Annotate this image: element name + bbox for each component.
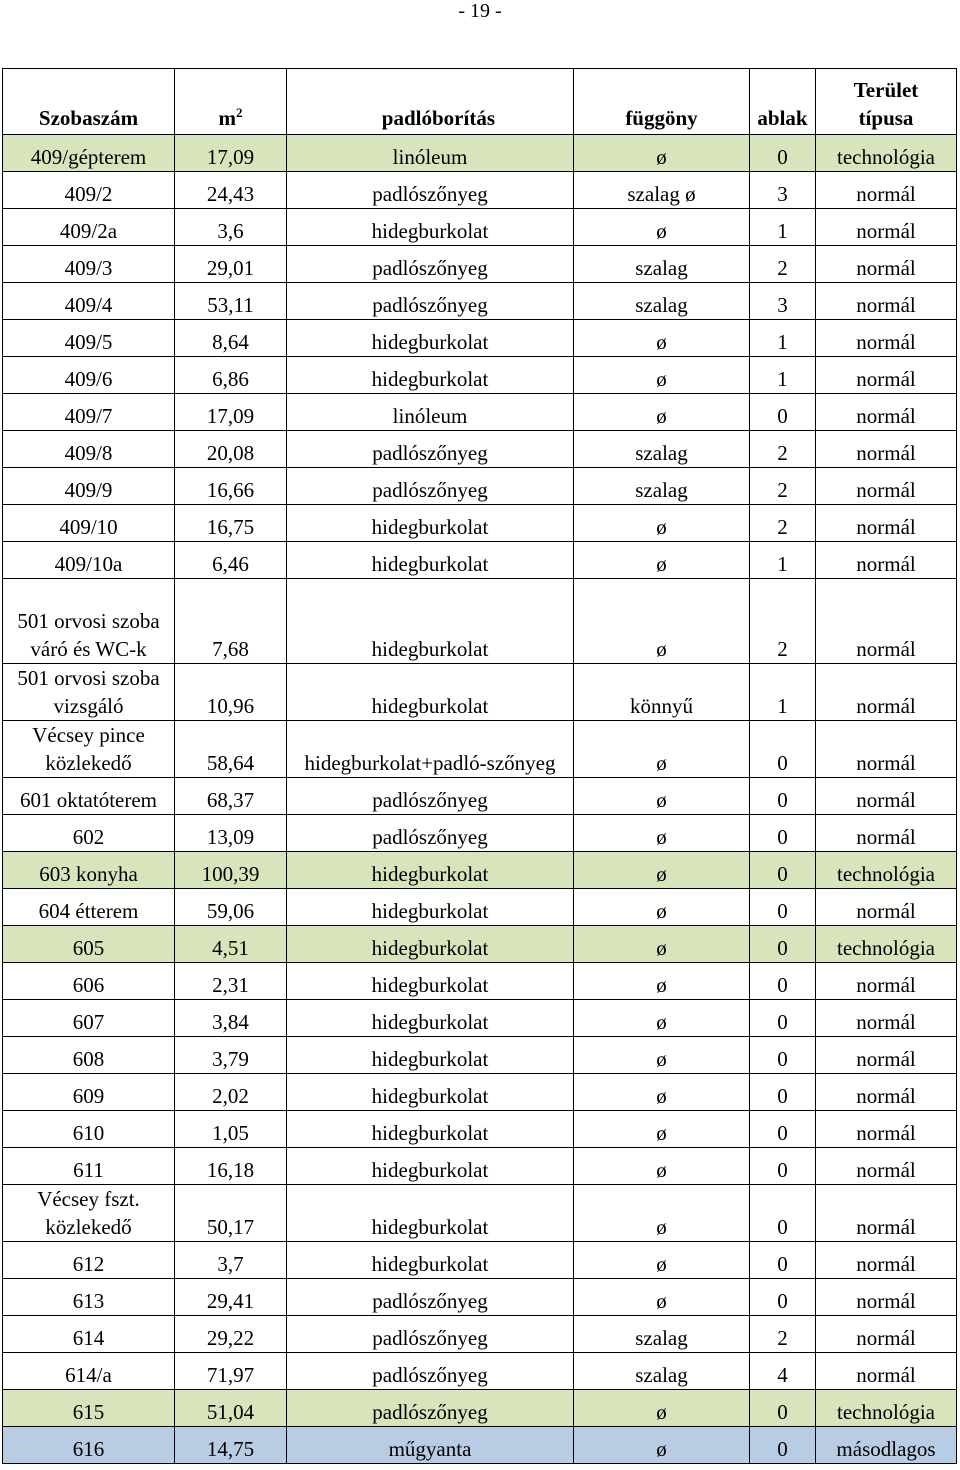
floor-cell: linóleum bbox=[287, 135, 574, 172]
room-cell: 409/5 bbox=[3, 320, 175, 357]
type-cell: normál bbox=[816, 1353, 957, 1390]
window-cell: 0 bbox=[750, 926, 816, 963]
window-cell: 0 bbox=[750, 1037, 816, 1074]
area-cell: 29,01 bbox=[175, 246, 287, 283]
floor-cell: hidegburkolat bbox=[287, 1185, 574, 1242]
page-number: - 19 - bbox=[458, 0, 502, 22]
room-cell: 602 bbox=[3, 815, 175, 852]
type-cell: normál bbox=[816, 721, 957, 778]
table-row bbox=[3, 172, 957, 209]
curtain-cell: ø bbox=[574, 721, 750, 778]
window-cell: 0 bbox=[750, 1390, 816, 1427]
table-row bbox=[3, 664, 957, 721]
room-cell: 616 bbox=[3, 1427, 175, 1464]
room-table bbox=[2, 68, 957, 1464]
area-cell: 24,43 bbox=[175, 172, 287, 209]
window-cell: 2 bbox=[750, 579, 816, 664]
room-cell: 615 bbox=[3, 1390, 175, 1427]
room-cell: 606 bbox=[3, 963, 175, 1000]
floor-cell: padlószőnyeg bbox=[287, 1353, 574, 1390]
table-row bbox=[3, 1427, 957, 1464]
curtain-cell: ø bbox=[574, 209, 750, 246]
curtain-cell: könnyű bbox=[574, 664, 750, 721]
table-row bbox=[3, 1037, 957, 1074]
area-cell: 4,51 bbox=[175, 926, 287, 963]
curtain-cell: szalag bbox=[574, 246, 750, 283]
floor-cell: padlószőnyeg bbox=[287, 468, 574, 505]
type-cell: normál bbox=[816, 542, 957, 579]
floor-cell: műgyanta bbox=[287, 1427, 574, 1464]
floor-cell: hidegburkolat bbox=[287, 889, 574, 926]
area-cell: 71,97 bbox=[175, 1353, 287, 1390]
table-row bbox=[3, 815, 957, 852]
window-cell: 0 bbox=[750, 1000, 816, 1037]
area-cell: 16,66 bbox=[175, 468, 287, 505]
type-cell: normál bbox=[816, 1148, 957, 1185]
room-cell: 601 oktatóterem bbox=[3, 778, 175, 815]
window-cell: 0 bbox=[750, 721, 816, 778]
type-cell: normál bbox=[816, 1279, 957, 1316]
floor-cell: hidegburkolat bbox=[287, 505, 574, 542]
area-cell: 6,46 bbox=[175, 542, 287, 579]
table-header-row bbox=[3, 69, 957, 135]
type-cell: normál bbox=[816, 1185, 957, 1242]
room-cell: 611 bbox=[3, 1148, 175, 1185]
window-cell: 1 bbox=[750, 664, 816, 721]
area-cell: 3,84 bbox=[175, 1000, 287, 1037]
type-cell: normál bbox=[816, 1242, 957, 1279]
window-cell: 2 bbox=[750, 431, 816, 468]
area-cell: 20,08 bbox=[175, 431, 287, 468]
table-row bbox=[3, 963, 957, 1000]
floor-cell: hidegburkolat bbox=[287, 1242, 574, 1279]
curtain-cell: ø bbox=[574, 852, 750, 889]
room-cell: 409/3 bbox=[3, 246, 175, 283]
room-cell: 612 bbox=[3, 1242, 175, 1279]
window-cell: 1 bbox=[750, 542, 816, 579]
window-cell: 2 bbox=[750, 246, 816, 283]
type-cell: normál bbox=[816, 1074, 957, 1111]
table-row bbox=[3, 1390, 957, 1427]
area-cell: 10,96 bbox=[175, 664, 287, 721]
header-floor: padlóborítás bbox=[287, 69, 574, 135]
floor-cell: hidegburkolat bbox=[287, 1000, 574, 1037]
window-cell: 1 bbox=[750, 209, 816, 246]
type-cell: normál bbox=[816, 357, 957, 394]
type-cell: normál bbox=[816, 1111, 957, 1148]
table-row bbox=[3, 1148, 957, 1185]
header-type-line2: típusa bbox=[858, 106, 914, 130]
window-cell: 4 bbox=[750, 1353, 816, 1390]
room-cell: 409/10 bbox=[3, 505, 175, 542]
header-room: Szobaszám bbox=[3, 69, 175, 135]
table-row bbox=[3, 721, 957, 778]
table-row bbox=[3, 135, 957, 172]
room-cell: 614/a bbox=[3, 1353, 175, 1390]
area-cell: 7,68 bbox=[175, 579, 287, 664]
table-row bbox=[3, 1316, 957, 1353]
room-cell: 609 bbox=[3, 1074, 175, 1111]
type-cell: normál bbox=[816, 1316, 957, 1353]
curtain-cell: ø bbox=[574, 926, 750, 963]
type-cell: normál bbox=[816, 889, 957, 926]
area-cell: 3,6 bbox=[175, 209, 287, 246]
floor-cell: hidegburkolat bbox=[287, 852, 574, 889]
window-cell: 0 bbox=[750, 1242, 816, 1279]
curtain-cell: ø bbox=[574, 542, 750, 579]
area-cell: 3,79 bbox=[175, 1037, 287, 1074]
type-cell: normál bbox=[816, 320, 957, 357]
table-row bbox=[3, 542, 957, 579]
room-cell: 605 bbox=[3, 926, 175, 963]
type-cell: másodlagos bbox=[816, 1427, 957, 1464]
room-cell: 604 étterem bbox=[3, 889, 175, 926]
curtain-cell: szalag bbox=[574, 468, 750, 505]
window-cell: 0 bbox=[750, 135, 816, 172]
table-row bbox=[3, 209, 957, 246]
room-cell: 409/6 bbox=[3, 357, 175, 394]
room-cell: 409/gépterem bbox=[3, 135, 175, 172]
table-row bbox=[3, 1111, 957, 1148]
table-row bbox=[3, 320, 957, 357]
area-cell: 51,04 bbox=[175, 1390, 287, 1427]
type-cell: normál bbox=[816, 963, 957, 1000]
table-row bbox=[3, 926, 957, 963]
window-cell: 0 bbox=[750, 778, 816, 815]
curtain-cell: ø bbox=[574, 778, 750, 815]
type-cell: technológia bbox=[816, 1390, 957, 1427]
room-cell: Vécsey pince közlekedő bbox=[3, 721, 175, 778]
curtain-cell: ø bbox=[574, 357, 750, 394]
table-row bbox=[3, 283, 957, 320]
curtain-cell: szalag bbox=[574, 1353, 750, 1390]
table-row bbox=[3, 468, 957, 505]
type-cell: normál bbox=[816, 579, 957, 664]
floor-cell: hidegburkolat bbox=[287, 1037, 574, 1074]
room-cell: 614 bbox=[3, 1316, 175, 1353]
header-type bbox=[816, 69, 957, 135]
type-cell: normál bbox=[816, 1037, 957, 1074]
table-row bbox=[3, 889, 957, 926]
floor-cell: hidegburkolat bbox=[287, 1148, 574, 1185]
window-cell: 0 bbox=[750, 1427, 816, 1464]
area-cell: 50,17 bbox=[175, 1185, 287, 1242]
window-cell: 2 bbox=[750, 505, 816, 542]
room-cell: 607 bbox=[3, 1000, 175, 1037]
table-row bbox=[3, 1242, 957, 1279]
window-cell: 0 bbox=[750, 815, 816, 852]
curtain-cell: szalag ø bbox=[574, 172, 750, 209]
room-cell: 409/2a bbox=[3, 209, 175, 246]
area-cell: 17,09 bbox=[175, 394, 287, 431]
window-cell: 0 bbox=[750, 1074, 816, 1111]
curtain-cell: szalag bbox=[574, 283, 750, 320]
table-row bbox=[3, 394, 957, 431]
table-row bbox=[3, 1185, 957, 1242]
room-cell: 613 bbox=[3, 1279, 175, 1316]
area-cell: 100,39 bbox=[175, 852, 287, 889]
room-cell: 603 konyha bbox=[3, 852, 175, 889]
window-cell: 0 bbox=[750, 1279, 816, 1316]
curtain-cell: ø bbox=[574, 815, 750, 852]
curtain-cell: ø bbox=[574, 1185, 750, 1242]
window-cell: 1 bbox=[750, 320, 816, 357]
window-cell: 0 bbox=[750, 1111, 816, 1148]
area-cell: 17,09 bbox=[175, 135, 287, 172]
floor-cell: hidegburkolat bbox=[287, 542, 574, 579]
type-cell: normál bbox=[816, 468, 957, 505]
window-cell: 1 bbox=[750, 357, 816, 394]
area-cell: 2,02 bbox=[175, 1074, 287, 1111]
type-cell: technológia bbox=[816, 135, 957, 172]
room-cell: 501 orvosi szoba váró és WC-k bbox=[3, 579, 175, 664]
header-window: ablak bbox=[750, 69, 816, 135]
window-cell: 0 bbox=[750, 963, 816, 1000]
room-cell: Vécsey fszt. közlekedő bbox=[3, 1185, 175, 1242]
type-cell: normál bbox=[816, 778, 957, 815]
table-row bbox=[3, 431, 957, 468]
window-cell: 0 bbox=[750, 852, 816, 889]
area-cell: 58,64 bbox=[175, 721, 287, 778]
room-cell: 409/2 bbox=[3, 172, 175, 209]
window-cell: 0 bbox=[750, 1148, 816, 1185]
window-cell: 3 bbox=[750, 172, 816, 209]
area-cell: 2,31 bbox=[175, 963, 287, 1000]
type-cell: normál bbox=[816, 505, 957, 542]
floor-cell: padlószőnyeg bbox=[287, 283, 574, 320]
area-cell: 29,22 bbox=[175, 1316, 287, 1353]
table-row bbox=[3, 1074, 957, 1111]
curtain-cell: ø bbox=[574, 1148, 750, 1185]
type-cell: technológia bbox=[816, 926, 957, 963]
curtain-cell: ø bbox=[574, 135, 750, 172]
type-cell: normál bbox=[816, 172, 957, 209]
floor-cell: padlószőnyeg bbox=[287, 815, 574, 852]
area-cell: 59,06 bbox=[175, 889, 287, 926]
room-cell: 409/7 bbox=[3, 394, 175, 431]
area-cell: 29,41 bbox=[175, 1279, 287, 1316]
floor-cell: padlószőnyeg bbox=[287, 172, 574, 209]
table-row bbox=[3, 778, 957, 815]
area-cell: 8,64 bbox=[175, 320, 287, 357]
header-area-unit: m bbox=[218, 106, 236, 130]
area-cell: 14,75 bbox=[175, 1427, 287, 1464]
type-cell: technológia bbox=[816, 852, 957, 889]
curtain-cell: ø bbox=[574, 320, 750, 357]
room-cell: 608 bbox=[3, 1037, 175, 1074]
table-row bbox=[3, 246, 957, 283]
type-cell: normál bbox=[816, 209, 957, 246]
floor-cell: hidegburkolat bbox=[287, 963, 574, 1000]
curtain-cell: szalag bbox=[574, 431, 750, 468]
header-type-line1: Terület bbox=[853, 78, 919, 102]
type-cell: normál bbox=[816, 431, 957, 468]
window-cell: 2 bbox=[750, 1316, 816, 1353]
type-cell: normál bbox=[816, 664, 957, 721]
type-cell: normál bbox=[816, 283, 957, 320]
area-cell: 53,11 bbox=[175, 283, 287, 320]
floor-cell: hidegburkolat bbox=[287, 1074, 574, 1111]
floor-cell: hidegburkolat bbox=[287, 320, 574, 357]
area-cell: 13,09 bbox=[175, 815, 287, 852]
curtain-cell: ø bbox=[574, 889, 750, 926]
curtain-cell: ø bbox=[574, 579, 750, 664]
floor-cell: hidegburkolat bbox=[287, 1111, 574, 1148]
floor-cell: hidegburkolat+padló-szőnyeg bbox=[287, 721, 574, 778]
floor-cell: linóleum bbox=[287, 394, 574, 431]
curtain-cell: ø bbox=[574, 505, 750, 542]
room-cell: 409/9 bbox=[3, 468, 175, 505]
type-cell: normál bbox=[816, 246, 957, 283]
window-cell: 0 bbox=[750, 889, 816, 926]
floor-cell: hidegburkolat bbox=[287, 664, 574, 721]
floor-cell: padlószőnyeg bbox=[287, 778, 574, 815]
table-row bbox=[3, 1279, 957, 1316]
floor-cell: hidegburkolat bbox=[287, 926, 574, 963]
curtain-cell: ø bbox=[574, 394, 750, 431]
table-row bbox=[3, 579, 957, 664]
floor-cell: padlószőnyeg bbox=[287, 431, 574, 468]
curtain-cell: ø bbox=[574, 1390, 750, 1427]
floor-cell: padlószőnyeg bbox=[287, 246, 574, 283]
header-area bbox=[175, 69, 287, 135]
window-cell: 2 bbox=[750, 468, 816, 505]
header-area-sup: 2 bbox=[236, 105, 243, 120]
curtain-cell: szalag bbox=[574, 1316, 750, 1353]
type-cell: normál bbox=[816, 815, 957, 852]
floor-cell: hidegburkolat bbox=[287, 209, 574, 246]
floor-cell: padlószőnyeg bbox=[287, 1279, 574, 1316]
curtain-cell: ø bbox=[574, 1037, 750, 1074]
type-cell: normál bbox=[816, 394, 957, 431]
area-cell: 6,86 bbox=[175, 357, 287, 394]
area-cell: 1,05 bbox=[175, 1111, 287, 1148]
table-row bbox=[3, 505, 957, 542]
area-cell: 16,75 bbox=[175, 505, 287, 542]
floor-cell: hidegburkolat bbox=[287, 579, 574, 664]
window-cell: 0 bbox=[750, 394, 816, 431]
room-cell: 409/10a bbox=[3, 542, 175, 579]
room-cell: 501 orvosi szoba vizsgáló bbox=[3, 664, 175, 721]
table-row bbox=[3, 852, 957, 889]
room-cell: 409/8 bbox=[3, 431, 175, 468]
type-cell: normál bbox=[816, 1000, 957, 1037]
floor-cell: hidegburkolat bbox=[287, 357, 574, 394]
window-cell: 0 bbox=[750, 1185, 816, 1242]
floor-cell: padlószőnyeg bbox=[287, 1390, 574, 1427]
curtain-cell: ø bbox=[574, 1111, 750, 1148]
floor-cell: padlószőnyeg bbox=[287, 1316, 574, 1353]
room-cell: 409/4 bbox=[3, 283, 175, 320]
table-row bbox=[3, 1353, 957, 1390]
table-row bbox=[3, 1000, 957, 1037]
curtain-cell: ø bbox=[574, 1242, 750, 1279]
window-cell: 3 bbox=[750, 283, 816, 320]
area-cell: 16,18 bbox=[175, 1148, 287, 1185]
curtain-cell: ø bbox=[574, 1074, 750, 1111]
curtain-cell: ø bbox=[574, 963, 750, 1000]
area-cell: 68,37 bbox=[175, 778, 287, 815]
header-curtain: függöny bbox=[574, 69, 750, 135]
room-cell: 610 bbox=[3, 1111, 175, 1148]
curtain-cell: ø bbox=[574, 1000, 750, 1037]
table-body bbox=[3, 135, 957, 1464]
curtain-cell: ø bbox=[574, 1279, 750, 1316]
table-row bbox=[3, 357, 957, 394]
area-cell: 3,7 bbox=[175, 1242, 287, 1279]
curtain-cell: ø bbox=[574, 1427, 750, 1464]
